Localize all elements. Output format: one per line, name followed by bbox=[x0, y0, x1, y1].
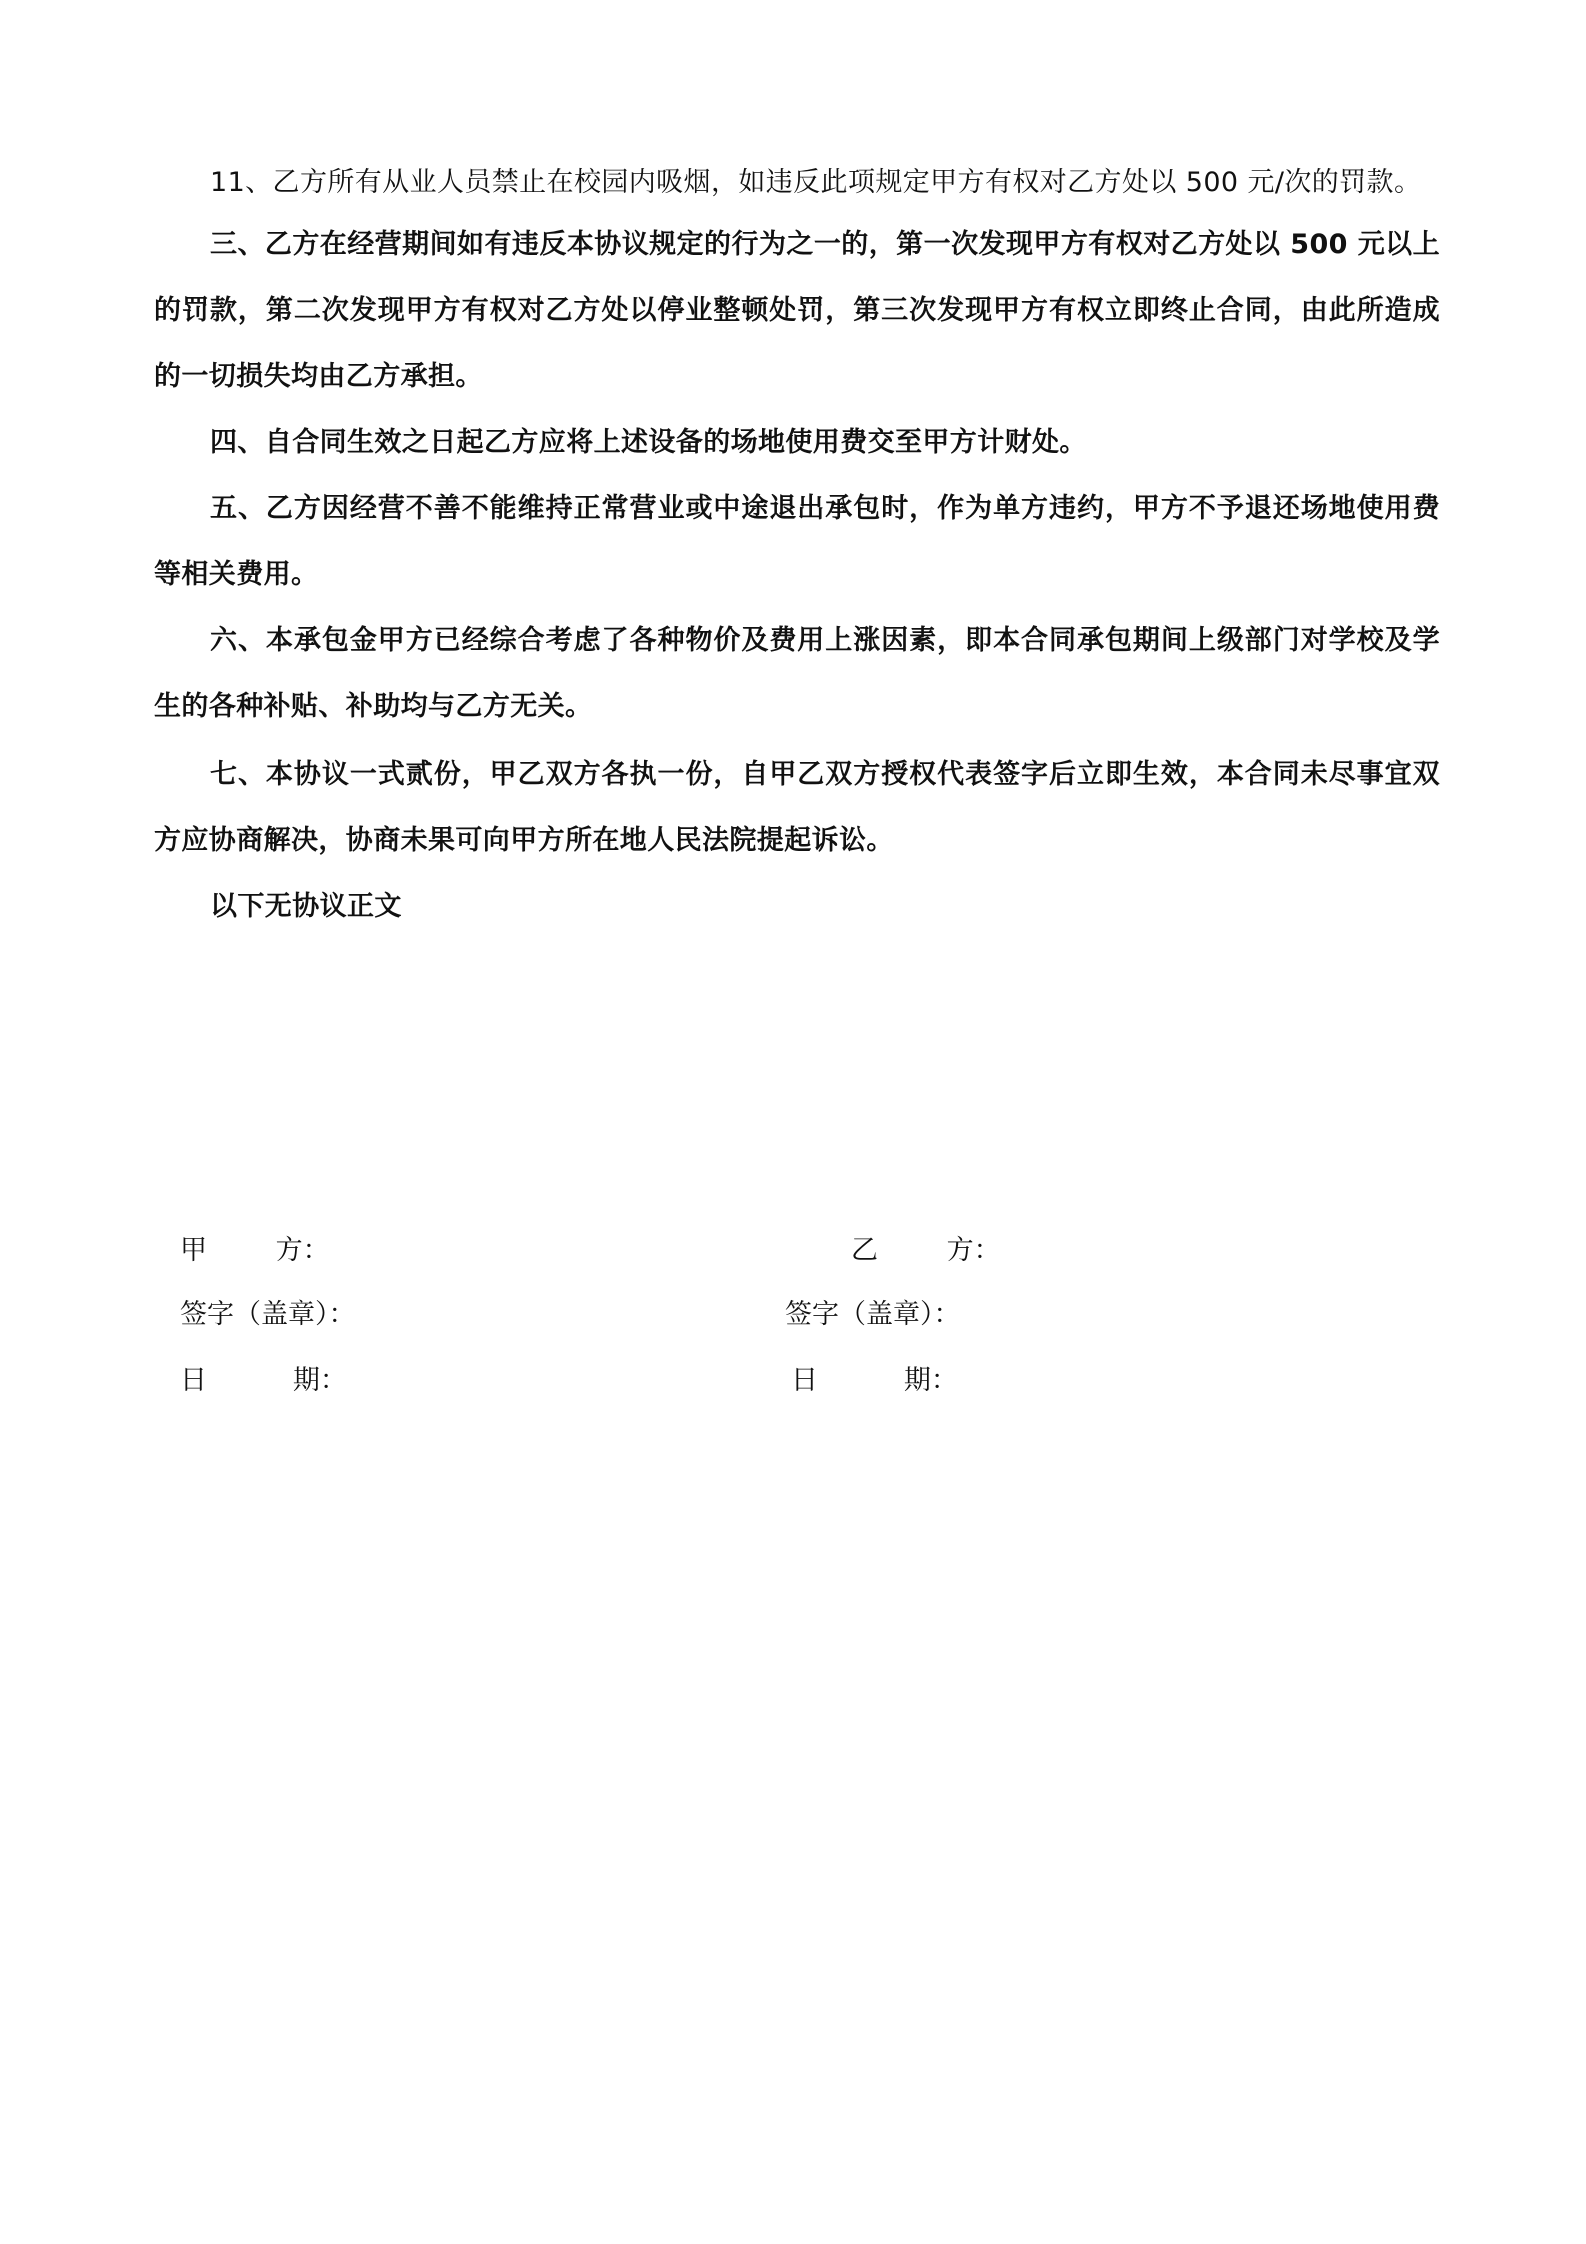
clause-7-paragraph: 七、本协议一式贰份，甲乙双方各执一份，自甲乙双方授权代表签字后立即生效，本合同未尽事宜双方应协商解决，协商未果可向甲方所在地人民法院提起诉讼。 bbox=[154, 759, 1440, 856]
clause-5-paragraph: 五、乙方因经营不善不能维持正常营业或中途退出承包时，作为单方违约，甲方不予退还场地使用费等相关费用。 bbox=[154, 493, 1440, 590]
clause-11-paragraph: 11、乙方所有从业人员禁止在校园内吸烟，如违反此项规定甲方有权对乙方处以 500 元/次的罚款。 bbox=[210, 167, 1422, 198]
party-a-signature-line: 签字（盖章）： bbox=[180, 1299, 356, 1330]
clause-4-paragraph: 四、自合同生效之日起乙方应将上述设备的场地使用费交至甲方计财处。 bbox=[210, 427, 1087, 458]
party-a-label: 甲 方： bbox=[180, 1235, 330, 1266]
end-of-agreement-note: 以下无协议正文 bbox=[210, 891, 402, 922]
party-b-label: 乙 方： bbox=[851, 1235, 1001, 1266]
clause-6-paragraph: 六、本承包金甲方已经综合考虑了各种物价及费用上涨因素，即本合同承包期间上级部门对学校及学生的各种补贴、补助均与乙方无关。 bbox=[154, 625, 1440, 722]
party-b-signature-line: 签字（盖章）： bbox=[785, 1299, 961, 1330]
party-b-date-line: 日 期： bbox=[791, 1365, 958, 1396]
party-a-date-line: 日 期： bbox=[180, 1365, 347, 1396]
clause-3-paragraph: 三、乙方在经营期间如有违反本协议规定的行为之一的，第一次发现甲方有权对乙方处以 500 元以上的罚款，第二次发现甲方有权对乙方处以停业整顿处罚，第三次发现甲方有权立即终止合同，由此所造成的一切损失均由乙方承担。 bbox=[154, 229, 1440, 392]
